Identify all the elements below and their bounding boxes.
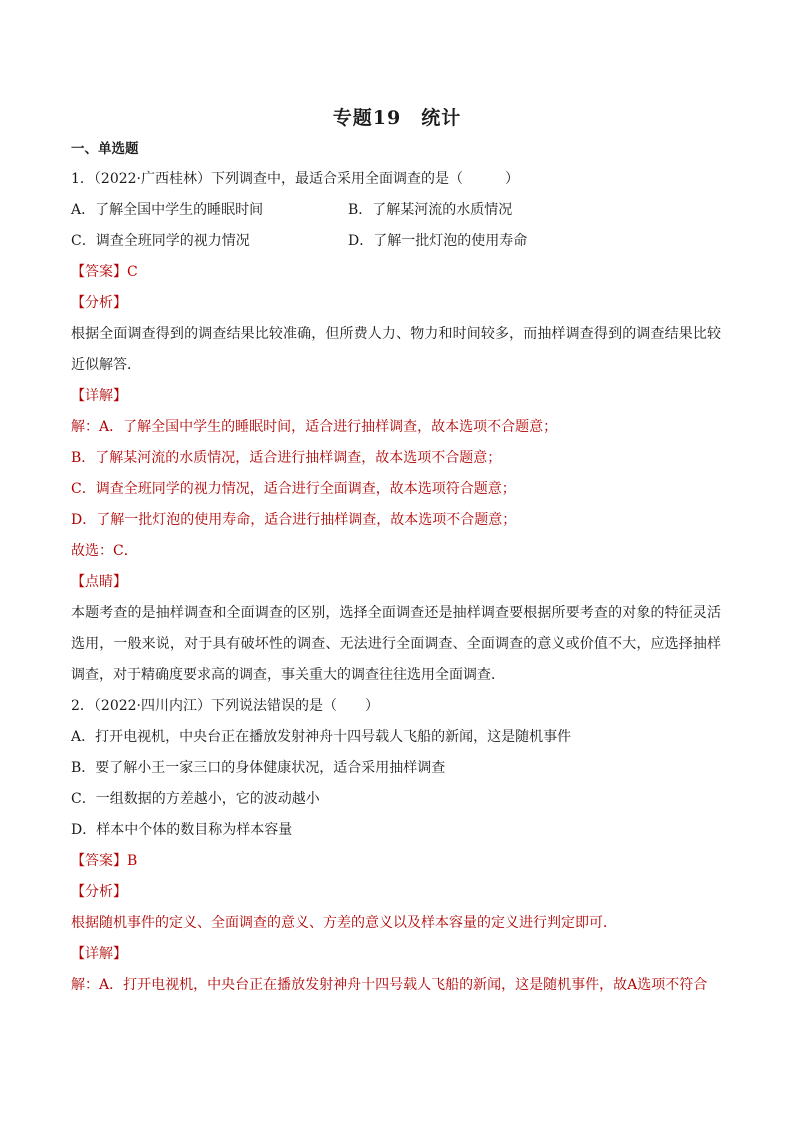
answer-value: B (127, 853, 138, 869)
question-2-detail-label: 【详解】 (71, 946, 127, 962)
question-1-detail-line: 故选：C． (71, 543, 138, 559)
question-1-analysis-label: 【分析】 (71, 295, 127, 311)
question-1-detail-label: 【详解】 (71, 388, 127, 404)
answer-label: 【答案】 (71, 853, 127, 869)
question-1-option-a: A．了解全国中学生的睡眠时间 (71, 202, 264, 218)
question-2-answer (71, 846, 721, 877)
question-1-option-b: B．了解某河流的水质情况 (348, 202, 513, 218)
question-2-option-d: D．样本中个体的数目称为样本容量 (71, 822, 293, 838)
question-2-stem: 2．（2022·四川内江）下列说法错误的是（ ） (71, 698, 379, 714)
question-2-analysis-label: 【分析】 (71, 884, 127, 900)
document-body (71, 138, 721, 1001)
question-1-analysis-text: 根据全面调查得到的调查结果比较准确，但所费人力、物力和时间较多，而抽样调查得到的调查结果比较近似解答． (71, 326, 721, 373)
question-1-stem: 1．（2022·广西桂林）下列调查中，最适合采用全面调查的是（ ） (71, 171, 519, 187)
question-1-detail-line: D．了解一批灯泡的使用寿命，适合进行抽样调查，故本选项不合题意； (71, 512, 517, 528)
question-1-answer (71, 257, 721, 288)
question-2-analysis-text: 根据随机事件的定义、全面调查的意义、方差的意义以及样本容量的定义进行判定即可． (71, 915, 617, 931)
question-1-options-row-1 (71, 195, 721, 226)
question-1-comment-label: 【点睛】 (71, 574, 127, 590)
answer-label: 【答案】 (71, 264, 127, 280)
question-1-comment-text: 本题考查的是抽样调查和全面调查的区别，选择全面调查还是抽样调查要根据所要考查的对象的特征灵活选用，一般来说，对于具有破坏性的调查、无法进行全面调查、全面调查的意义或价值不大，应选择抽样调查，对于精确度要求高的调查，事关重大的调查往往选用全面调查． (71, 605, 721, 683)
section-heading: 一、单选题 (71, 141, 139, 157)
question-1-option-c: C．调查全班同学的视力情况 (71, 233, 250, 249)
question-2-detail-line: 解：A．打开电视机，中央台正在播放发射神舟十四号载人飞船的新闻，这是随机事件，故A选项不符合 (71, 977, 708, 993)
question-2-option-b: B．要了解小王一家三口的身体健康状况，适合采用抽样调查 (71, 760, 446, 776)
answer-value: C (127, 264, 138, 280)
question-1-detail-line: 解：A．了解全国中学生的睡眠时间，适合进行抽样调查，故本选项不合题意； (71, 419, 558, 435)
question-1-detail-line: C．调查全班同学的视力情况，适合进行全面调查，故本选项符合题意； (71, 481, 516, 497)
page-title: 专题19 统计 (332, 107, 462, 129)
question-1-options-row-2 (71, 226, 721, 257)
question-1-detail-line: B．了解某河流的水质情况，适合进行抽样调查，故本选项不合题意； (71, 450, 502, 466)
question-1-option-d: D．了解一批灯泡的使用寿命 (348, 233, 528, 249)
question-2-option-c: C．一组数据的方差越小，它的波动越小 (71, 791, 320, 807)
question-2-option-a: A．打开电视机，中央台正在播放发射神舟十四号载人飞船的新闻，这是随机事件 (71, 729, 572, 745)
